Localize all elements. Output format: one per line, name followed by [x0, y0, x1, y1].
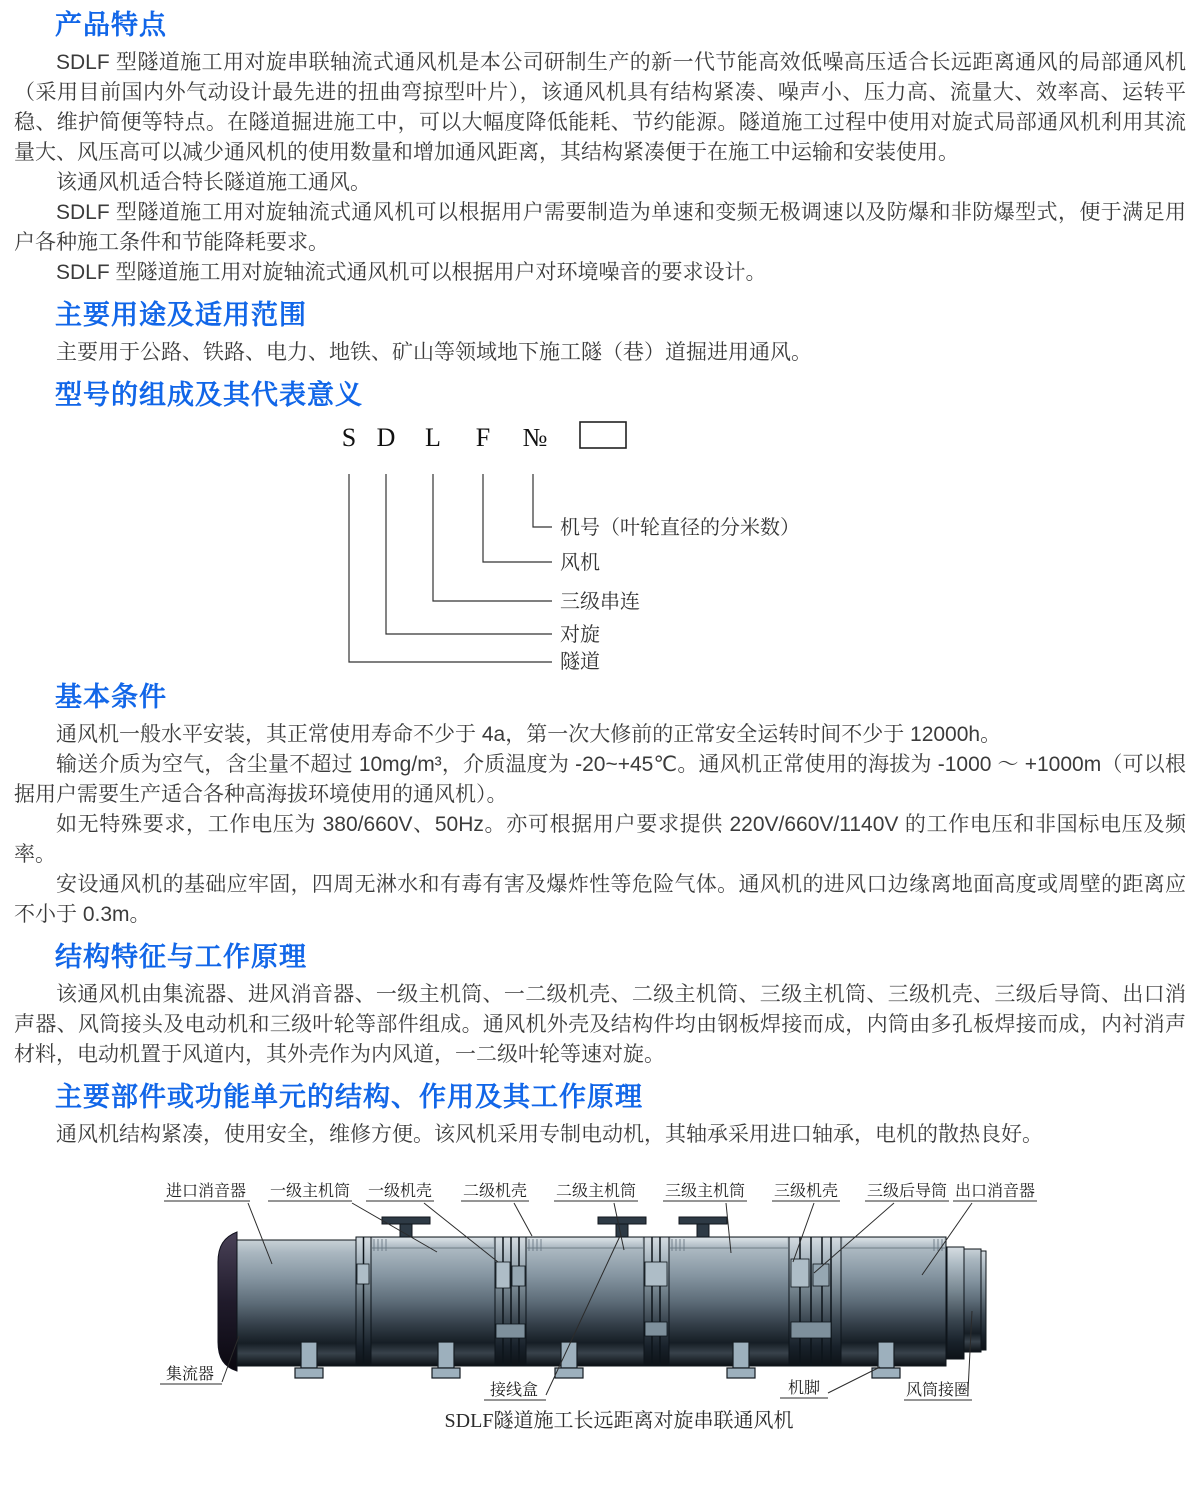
stage3-main-cylinder [669, 1237, 789, 1366]
model-number-box [580, 422, 626, 448]
heading-structure-principle: 结构特征与工作原理 [55, 942, 307, 972]
lug-cap [598, 1217, 646, 1224]
lug-cap [679, 1217, 727, 1224]
inlet-silencer-cylinder [237, 1240, 356, 1366]
paragraph-usage-1: 主要用于公路、铁路、电力、地铁、矿山等领域地下施工隧（巷）道掘进用通风。 [56, 341, 812, 364]
mounting-foot-base [872, 1368, 900, 1378]
label-duct-ring: 风筒接圈 [905, 1382, 971, 1399]
end-ring [947, 1247, 964, 1359]
model-code-diagram [14, 418, 1184, 670]
duct-ring-cylinder [964, 1249, 981, 1352]
figure-caption: SDLF隧道施工长远距离对旋串联通风机 [444, 1410, 794, 1432]
model-letter-d: D [376, 423, 396, 452]
mounting-foot [438, 1342, 454, 1368]
label-stage1-main-barrel: 一级主机筒 [269, 1183, 351, 1200]
model-meaning-tunnel: 隧道 [560, 651, 600, 670]
mounting-foot-base [727, 1368, 755, 1378]
stage2-main-cylinder [526, 1237, 644, 1366]
paragraph-basic-2: 输送介质为空气，含尘量不超过 10mg/m³，介质温度为 -20~+45℃。通风机正常使用的海拔为 -1000 ～ +1000m（可以根据用户需要生产适合各种高海拔环境使用的通风机）。 [14, 753, 1186, 806]
mounting-foot-base [432, 1368, 460, 1378]
label-inlet-silencer: 进口消音器 [165, 1183, 247, 1200]
cylinder-group [237, 1237, 986, 1366]
model-line-l [433, 474, 552, 601]
mounting-foot [733, 1342, 749, 1368]
label-stage2-casing: 二级机壳 [462, 1183, 528, 1200]
model-line-d [386, 474, 552, 634]
paragraph-basic-4: 安设通风机的基础应牢固，四周无淋水和有毒有害及爆炸性等危险气体。通风机的进风口边缘离地面高度或周壁的距离应不小于 0.3m。 [14, 873, 1186, 926]
model-meaning-number: 机号（叶轮直径的分米数） [560, 517, 800, 539]
mounting-foot [301, 1342, 317, 1368]
heading-usage-scope: 主要用途及适用范围 [55, 300, 307, 330]
flange-stack [644, 1237, 669, 1366]
heading-product-features: 产品特点 [55, 10, 167, 40]
label-stage3-main-barrel: 三级主机筒 [664, 1183, 746, 1200]
label-stage3-casing: 三级机壳 [773, 1183, 839, 1200]
mounting-foot [878, 1342, 894, 1368]
model-letter-f: F [475, 423, 491, 452]
label-stage3-rear-guide: 三级后导筒 [866, 1183, 948, 1200]
end-cap [981, 1251, 986, 1350]
mounting-foot-base [555, 1368, 583, 1378]
paragraph-features-2: 该通风机适合特长隧道施工通风。 [56, 171, 371, 194]
model-letter-l: L [425, 423, 441, 452]
paragraph-features-3: SDLF 型隧道施工用对旋轴流式通风机可以根据用户需要制造为单速和变频无极调速以及防爆和非防爆型式，便于满足用户各种施工条件和节能降耗要求。 [14, 201, 1186, 254]
model-meaning-three-stage: 三级串连 [560, 591, 640, 613]
label-stage1-casing: 一级机壳 [367, 1183, 433, 1200]
label-stage2-main-barrel: 二级主机筒 [555, 1183, 637, 1200]
heading-basic-conditions: 基本条件 [55, 682, 167, 712]
lug-cap [382, 1217, 430, 1224]
model-line-no [533, 474, 552, 527]
label-junction-box: 接线盒 [489, 1382, 539, 1399]
model-letter-s: S [341, 423, 357, 452]
paragraph-basic-1: 通风机一般水平安装，其正常使用寿命不少于 4a，第一次大修前的正常安全运转时间不少于 12000h。 [56, 723, 1002, 746]
paragraph-parts-1: 通风机结构紧凑，使用安全，维修方便。该风机采用专制电动机，其轴承采用进口轴承，电机的散热良好。 [56, 1123, 1043, 1146]
fan-assembly-illustration [14, 1174, 1184, 1446]
stage1-main-cylinder [371, 1237, 495, 1366]
paragraph-structure-1: 该通风机由集流器、进风消音器、一级主机筒、一二级机壳、二级主机筒、三级主机筒、三级机壳、三级后导筒、出口消声器、风筒接头及电动机和三级叶轮等部件组成。通风机外壳及结构件均由钢板焊接而成，内筒由多孔板焊接而成，内衬消声材料，电动机置于风道内，其外壳作为内风道，一二级叶轮等速对旋。 [14, 983, 1186, 1066]
heading-main-parts: 主要部件或功能单元的结构、作用及其工作原理 [55, 1082, 643, 1112]
model-meaning-fan: 风机 [560, 552, 600, 574]
model-line-f [483, 474, 552, 562]
top-label-group [164, 1182, 1037, 1201]
model-meaning-counter-rotating: 对旋 [560, 624, 600, 646]
paragraph-features-4: SDLF 型隧道施工用对旋轴流式通风机可以根据用户对环境噪音的要求设计。 [56, 261, 767, 284]
model-letter-no: № [522, 423, 548, 452]
heading-model-composition: 型号的组成及其代表意义 [55, 380, 363, 410]
label-machine-foot: 机脚 [787, 1380, 821, 1397]
label-outlet-silencer: 出口消音器 [954, 1183, 1036, 1200]
mounting-foot-base [295, 1368, 323, 1378]
paragraph-basic-3: 如无特殊要求，工作电压为 380/660V、50Hz。亦可根据用户要求提供 220V/660V/1140V 的工作电压和非国标电压及频率。 [14, 813, 1186, 866]
label-collector: 集流器 [165, 1366, 215, 1383]
paragraph-features-1: SDLF 型隧道施工用对旋串联轴流式通风机是本公司研制生产的新一代节能高效低噪高压适合长远距离通风的局部通风机（采用目前国内外气动设计最先进的扭曲弯掠型叶片），该通风机具有结构紧凑、噪声小、压力高、流量大、效率高、运转平稳、维护简便等特点。在隧道掘进施工中，可以大幅度降低能耗、节约能源。隧道施工过程中使用对旋式局部通风机利用其流量大、风压高可以减少通风机的使用数量和增加通风距离，其结构紧凑便于在施工中运输和安装使用。 [14, 51, 1186, 164]
